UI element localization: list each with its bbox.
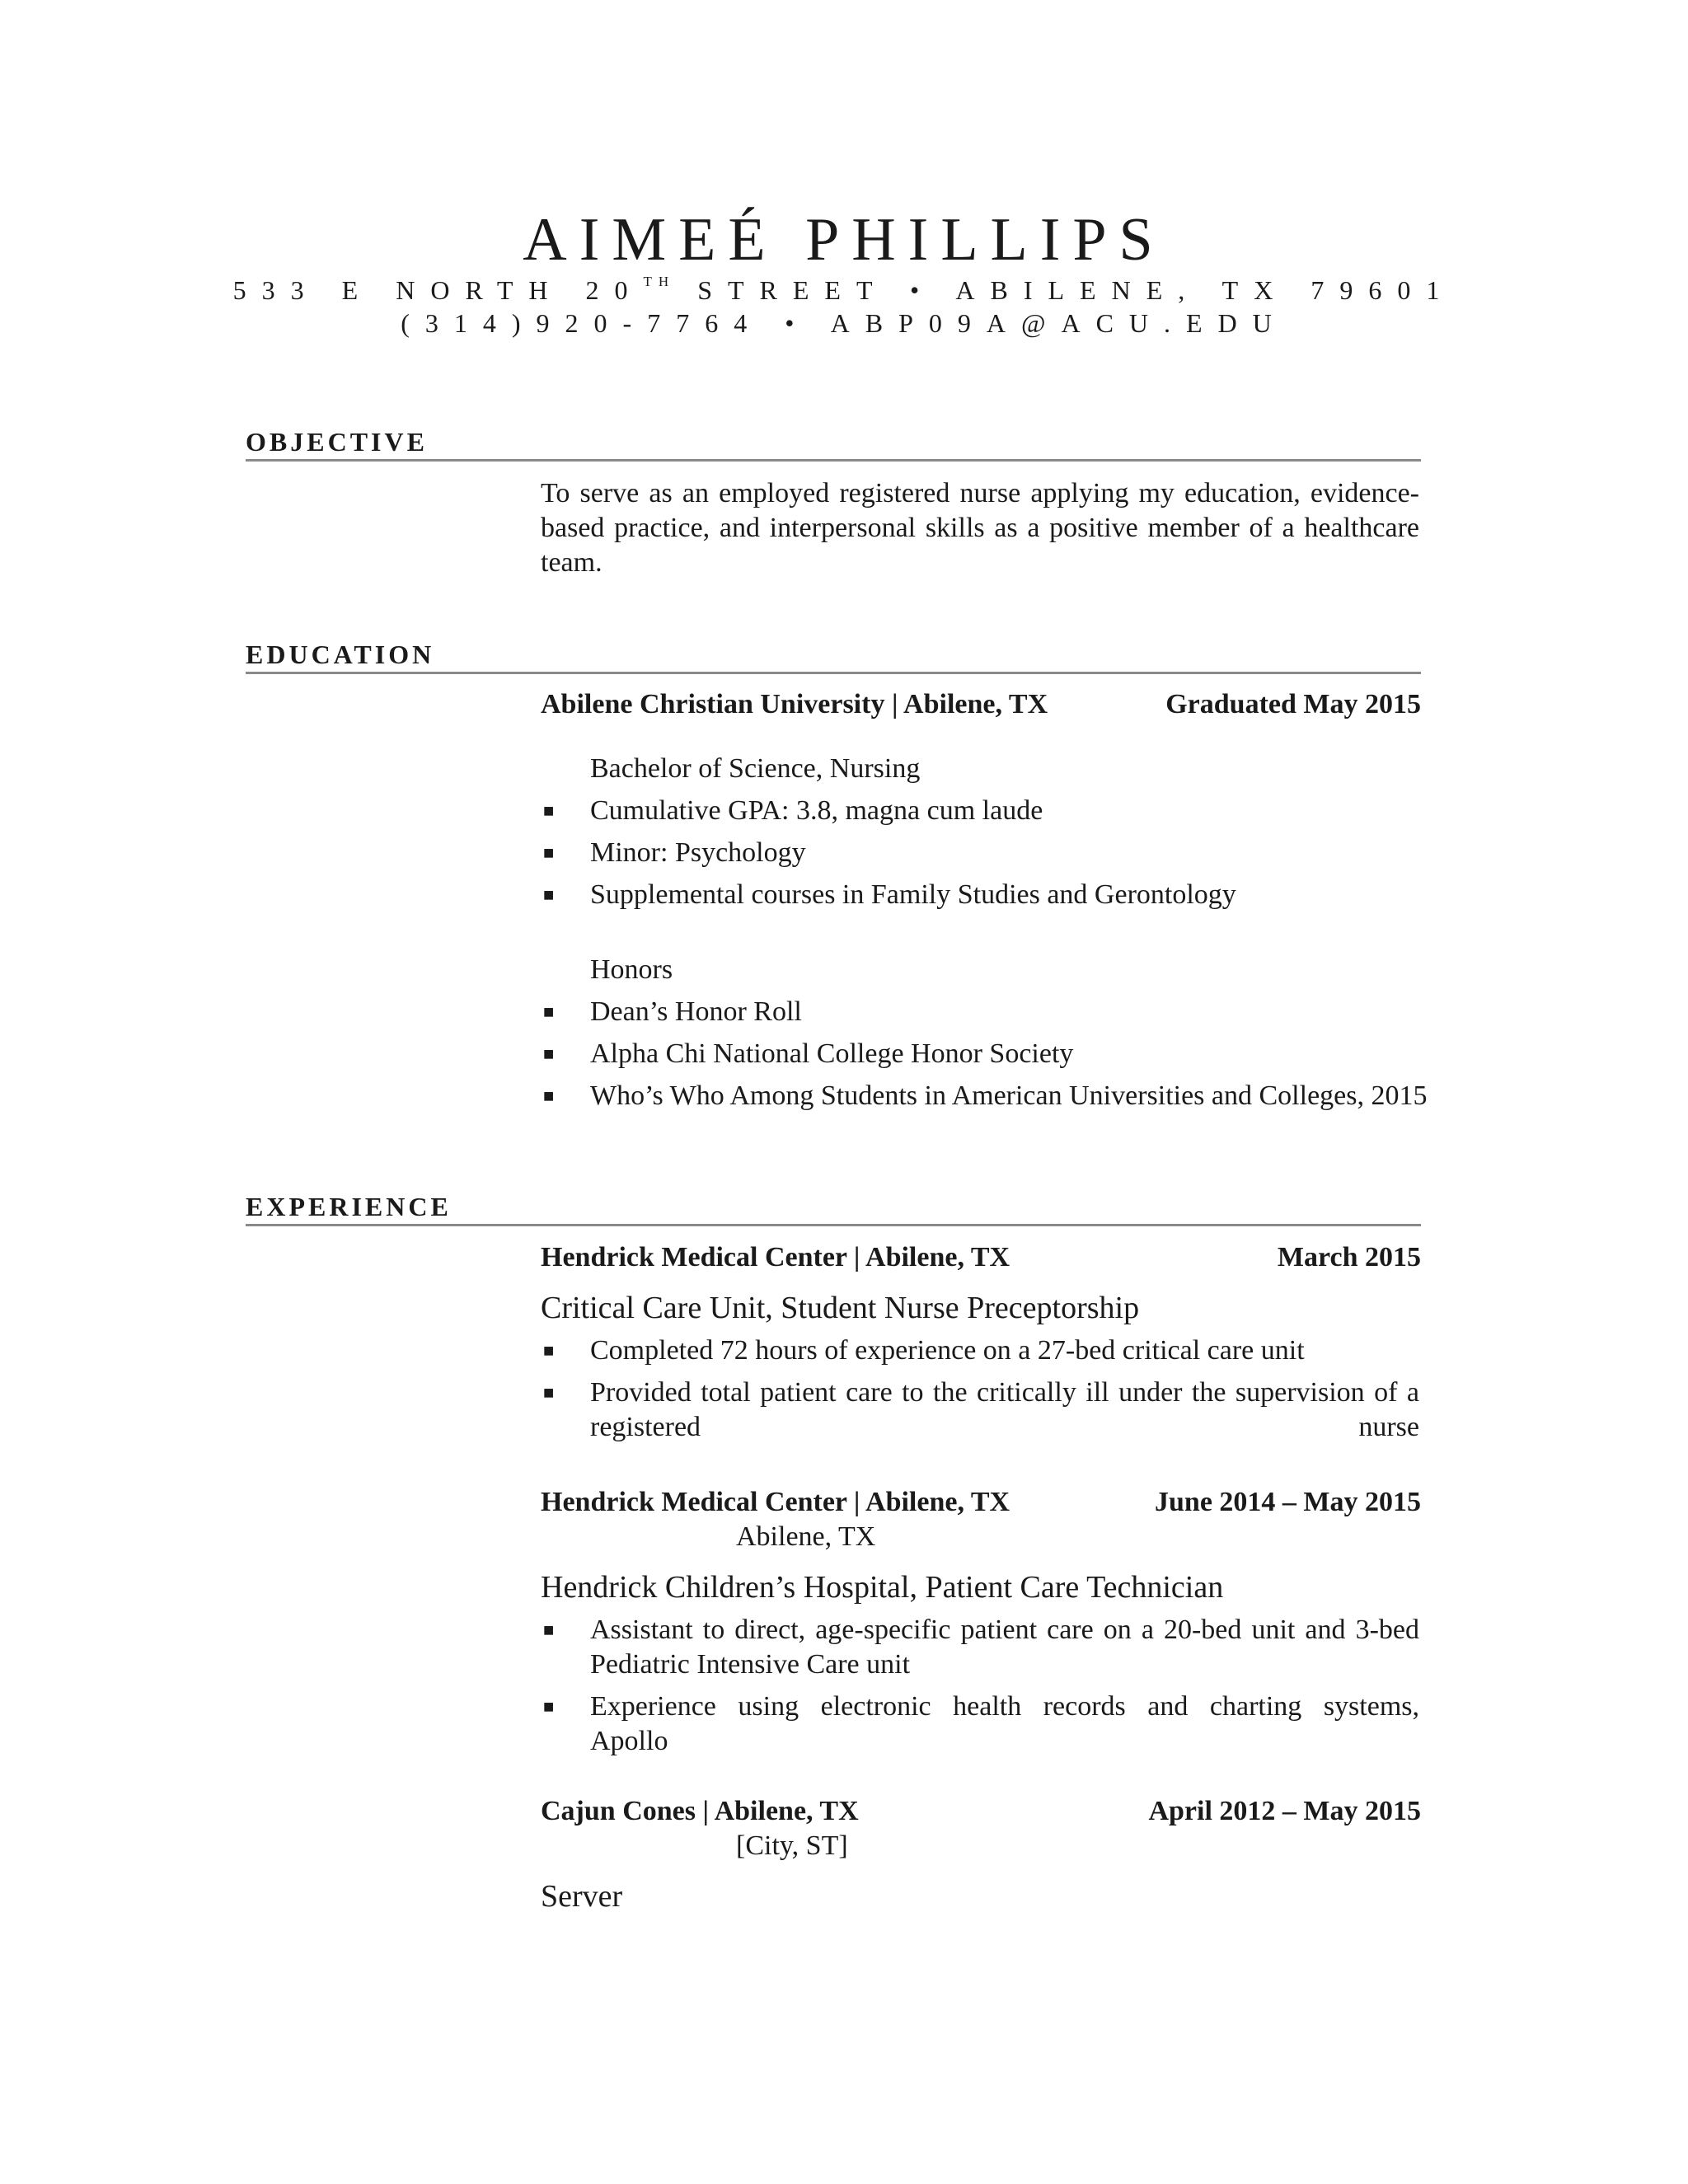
job-employer: Cajun Cones | Abilene, TX	[541, 1796, 859, 1826]
degree-item: Minor: Psychology	[590, 837, 806, 868]
job-employer: Hendrick Medical Center | Abilene, TX	[541, 1487, 1010, 1517]
job-sub-location: [City, ST]	[736, 1830, 848, 1861]
job-bullet-continued: registered nurse	[590, 1412, 1419, 1442]
objective-heading: OBJECTIVE	[246, 427, 428, 457]
honors-item: Alpha Chi National College Honor Society	[590, 1038, 1074, 1069]
job-bullet: Completed 72 hours of experience on a 27-bed critical care unit	[590, 1335, 1305, 1366]
job-date: March 2015	[1277, 1242, 1421, 1272]
objective-line-2: based practice, and interpersonal skills as a positive member of a healthcare	[541, 513, 1419, 543]
objective-line-3: team.	[541, 547, 603, 578]
experience-divider	[246, 1224, 1421, 1226]
job-bullet: Experience using electronic health records and charting systems,	[590, 1691, 1419, 1722]
contact-line: (314)920-7764 • ABP09A@ACU.EDU	[401, 308, 1287, 338]
bullet-marker: ■	[543, 1619, 555, 1640]
bullet-marker: ■	[543, 842, 555, 863]
job-bullet: Provided total patient care to the critically ill under the supervision of a	[590, 1377, 1419, 1408]
job-date: April 2012 – May 2015	[1148, 1796, 1421, 1826]
honors-label: Honors	[590, 954, 673, 985]
address-city: STREET • ABILENE, TX 79601	[675, 275, 1456, 305]
bullet-marker: ■	[543, 1696, 555, 1717]
education-school: Abilene Christian University | Abilene, TX	[541, 689, 1048, 719]
bullet-marker: ■	[543, 1043, 555, 1064]
honors-item: Dean’s Honor Roll	[590, 996, 802, 1027]
job-bullet-continued: Pediatric Intensive Care unit	[590, 1649, 911, 1680]
address-street: 533 E NORTH 20	[232, 275, 644, 305]
degree-item: Cumulative GPA: 3.8, magna cum laude	[590, 795, 1043, 826]
job-position: Server	[541, 1879, 623, 1914]
education-heading: EDUCATION	[246, 640, 435, 669]
job-employer: Hendrick Medical Center | Abilene, TX	[541, 1242, 1010, 1272]
experience-heading: EXPERIENCE	[246, 1192, 452, 1221]
objective-divider	[246, 459, 1421, 462]
education-date: Graduated May 2015	[1165, 689, 1421, 719]
bullet-marker: ■	[543, 1085, 555, 1106]
objective-line-1: To serve as an employed registered nurse applying my education, evidence-	[541, 478, 1419, 509]
address-line	[0, 274, 1688, 307]
honors-item: Who’s Who Among Students in American Universities and Colleges, 2015	[590, 1080, 1428, 1111]
job-bullet: Assistant to direct, age-specific patient care on a 20-bed unit and 3-bed	[590, 1615, 1419, 1645]
address-ordinal: TH	[643, 274, 676, 289]
bullet-marker: ■	[543, 1001, 555, 1022]
job-position: Critical Care Unit, Student Nurse Preceptorship	[541, 1291, 1140, 1325]
education-degree: Bachelor of Science, Nursing	[590, 753, 921, 784]
degree-item: Supplemental courses in Family Studies and Gerontology	[590, 879, 1236, 910]
bullet-marker: ■	[543, 884, 555, 905]
candidate-name: AIMEÉ PHILLIPS	[523, 206, 1165, 274]
bullet-marker: ■	[543, 1340, 555, 1361]
bullet-marker: ■	[543, 800, 555, 821]
job-sub-location: Abilene, TX	[736, 1521, 876, 1552]
job-date: June 2014 – May 2015	[1155, 1487, 1421, 1517]
education-divider	[246, 672, 1421, 674]
bullet-marker: ■	[543, 1382, 555, 1403]
job-bullet-continued: Apollo	[590, 1726, 668, 1756]
job-position: Hendrick Children’s Hospital, Patient Care Technician	[541, 1570, 1224, 1605]
